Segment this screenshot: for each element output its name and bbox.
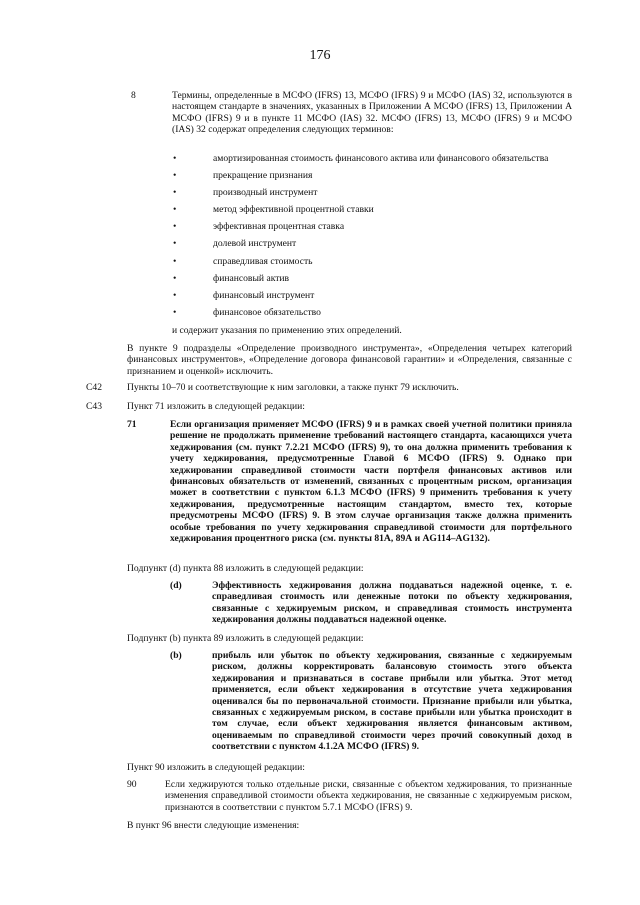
- para-90-text: Если хеджируются только отдельные риски, связанные с объектом хеджирования, то признанные изменения справедливой стоимости объекта хеджирования, не связанные с хеджируемым риском, признаются в соответствии с пунктом 5.7.1 МСФО (IFRS) 9.: [165, 779, 572, 813]
- bullet-icon: •: [173, 153, 177, 164]
- c43-label: С43: [86, 401, 102, 412]
- terms-list: [170, 153, 590, 324]
- bullet-icon: •: [173, 204, 177, 216]
- sub-89-text: прибыль или убыток по объекту хеджирования, связанные с хеджируемым риском, должны корректировать балансовую стоимость этого объекта хеджирования и признаваться в составе прибыли или убытка. Этот метод применяется, если объект хеджирования в отсутствие учета хеджирования оценивался бы по первоначальной стоимости. Признание прибыли или убытка, связанных с хеджируемым риском, в составе прибыли или убытка происходит в том случае, если объект хеджирования является финансовым активом, оцениваемым по справедливой стоимости через прочий совокупный доход в соответствии с пунктом 4.1.2А МСФО (IFRS) 9.: [212, 650, 572, 753]
- c42-label: С42: [86, 382, 102, 393]
- term-item: [170, 221, 590, 238]
- term-label: метод эффективной процентной ставки: [213, 204, 374, 216]
- term-item: [170, 273, 590, 290]
- term-label: финансовый инструмент: [213, 289, 315, 301]
- term-label: справедливая стоимость: [213, 255, 313, 267]
- term-item: [170, 170, 590, 187]
- para-90-label: 90: [127, 779, 137, 790]
- bullet-icon: •: [173, 238, 177, 250]
- para-9-amendment: В пункте 9 подразделы «Определение производного инструмента», «Определения четырех категорий финансовых инструментов», «Определение договора финансовой гарантии» и «Определения, связанные с признанием и оценкой» исключить.: [127, 343, 572, 377]
- sub-88-label: (d): [170, 580, 182, 591]
- term-label: финансовый актив: [213, 272, 290, 284]
- term-item: [170, 307, 590, 324]
- term-label: прекращение признания: [213, 170, 313, 182]
- bullet-icon: •: [173, 170, 177, 182]
- term-item: [170, 187, 590, 204]
- term-label: производный инструмент: [213, 187, 318, 199]
- term-item: [170, 204, 590, 221]
- term-item: [170, 290, 590, 307]
- term-label: амортизированная стоимость финансового актива или финансового обязательства: [213, 153, 549, 164]
- term-item: [170, 238, 590, 255]
- bullet-icon: •: [173, 255, 177, 267]
- bullet-icon: •: [173, 272, 177, 284]
- term-item: [170, 256, 590, 273]
- bullet-icon: •: [173, 221, 177, 233]
- sub-88-text: Эффективность хеджирования должна поддаваться надежной оценке, т. е. справедливая стоимость или денежные потоки по объекту хеджирования, связанные с хеджируемым риском, и справедливая стоимость инструмента хеджирования должны поддаваться надежной оценке.: [212, 580, 572, 626]
- term-label: долевой инструмент: [213, 238, 297, 250]
- para-8-text: Термины, определенные в МСФО (IFRS) 13, МСФО (IFRS) 9 и МСФО (IAS) 32, используются в настоящем стандарте в значениях, указанных в Приложении А МСФО (IFRS) 13, Приложении А МСФО (IFRS) 9 и в пункте 11 МСФО (IAS) 32. МСФО (IFRS) 13, МСФО (IFRS) 9 и МСФО (IAS) 32 содержат определения следующих терминов:: [172, 90, 572, 136]
- c43-text: Пункт 71 изложить в следующей редакции:: [127, 401, 305, 412]
- bullet-icon: •: [173, 187, 177, 199]
- page-number: 176: [309, 48, 331, 63]
- para-96-intro: В пункт 96 внести следующие изменения:: [127, 820, 300, 831]
- bullet-icon: •: [173, 289, 177, 301]
- sub-89-label: (b): [170, 650, 182, 661]
- term-label: финансовое обязательство: [213, 306, 321, 318]
- term-item: [170, 153, 590, 170]
- terms-closing: и содержит указания по применению этих определений.: [172, 325, 402, 336]
- bullet-icon: •: [173, 306, 177, 318]
- c42-text: Пункты 10–70 и соответствующие к ним заголовки, а также пункт 79 исключить.: [127, 382, 459, 393]
- para-90-intro: Пункт 90 изложить в следующей редакции:: [127, 762, 305, 773]
- para-71-text: Если организация применяет МСФО (IFRS) 9 и в рамках своей учетной политики приняла решение не продолжать применение требований настоящего стандарта, касающихся учета хеджирования (см. пункт 7.2.21 МСФО (IFRS) 9), то она должна применить требования к учету хеджирования, предусмотренные Главой 6 МСФО (IFRS) 9. Однако при хеджировании справедливой стоимости части портфеля финансовых активов или финансовых обязательств от изменений, связанных с процентным риском, организация может в соответствии с пунктом 6.1.3 МСФО (IFRS) 9 применить требования к учету хеджирования, предусмотренные настоящим стандартом, вместо тех, которые предусмотрены МСФО (IFRS) 9. В этом случае организация также должна применить особые требования по учету хеджирования справедливой стоимости для портфельного хеджирования процентного риска (см. пункты 81А, 89А и AG114–AG132).: [170, 419, 572, 545]
- term-label: эффективная процентная ставка: [213, 221, 345, 233]
- sub-89-intro: Подпункт (b) пункта 89 изложить в следующей редакции:: [127, 633, 364, 644]
- sub-88-intro: Подпункт (d) пункта 88 изложить в следующей редакции:: [127, 563, 364, 574]
- para-8-label: 8: [131, 90, 136, 101]
- para-71-label: 71: [127, 419, 137, 430]
